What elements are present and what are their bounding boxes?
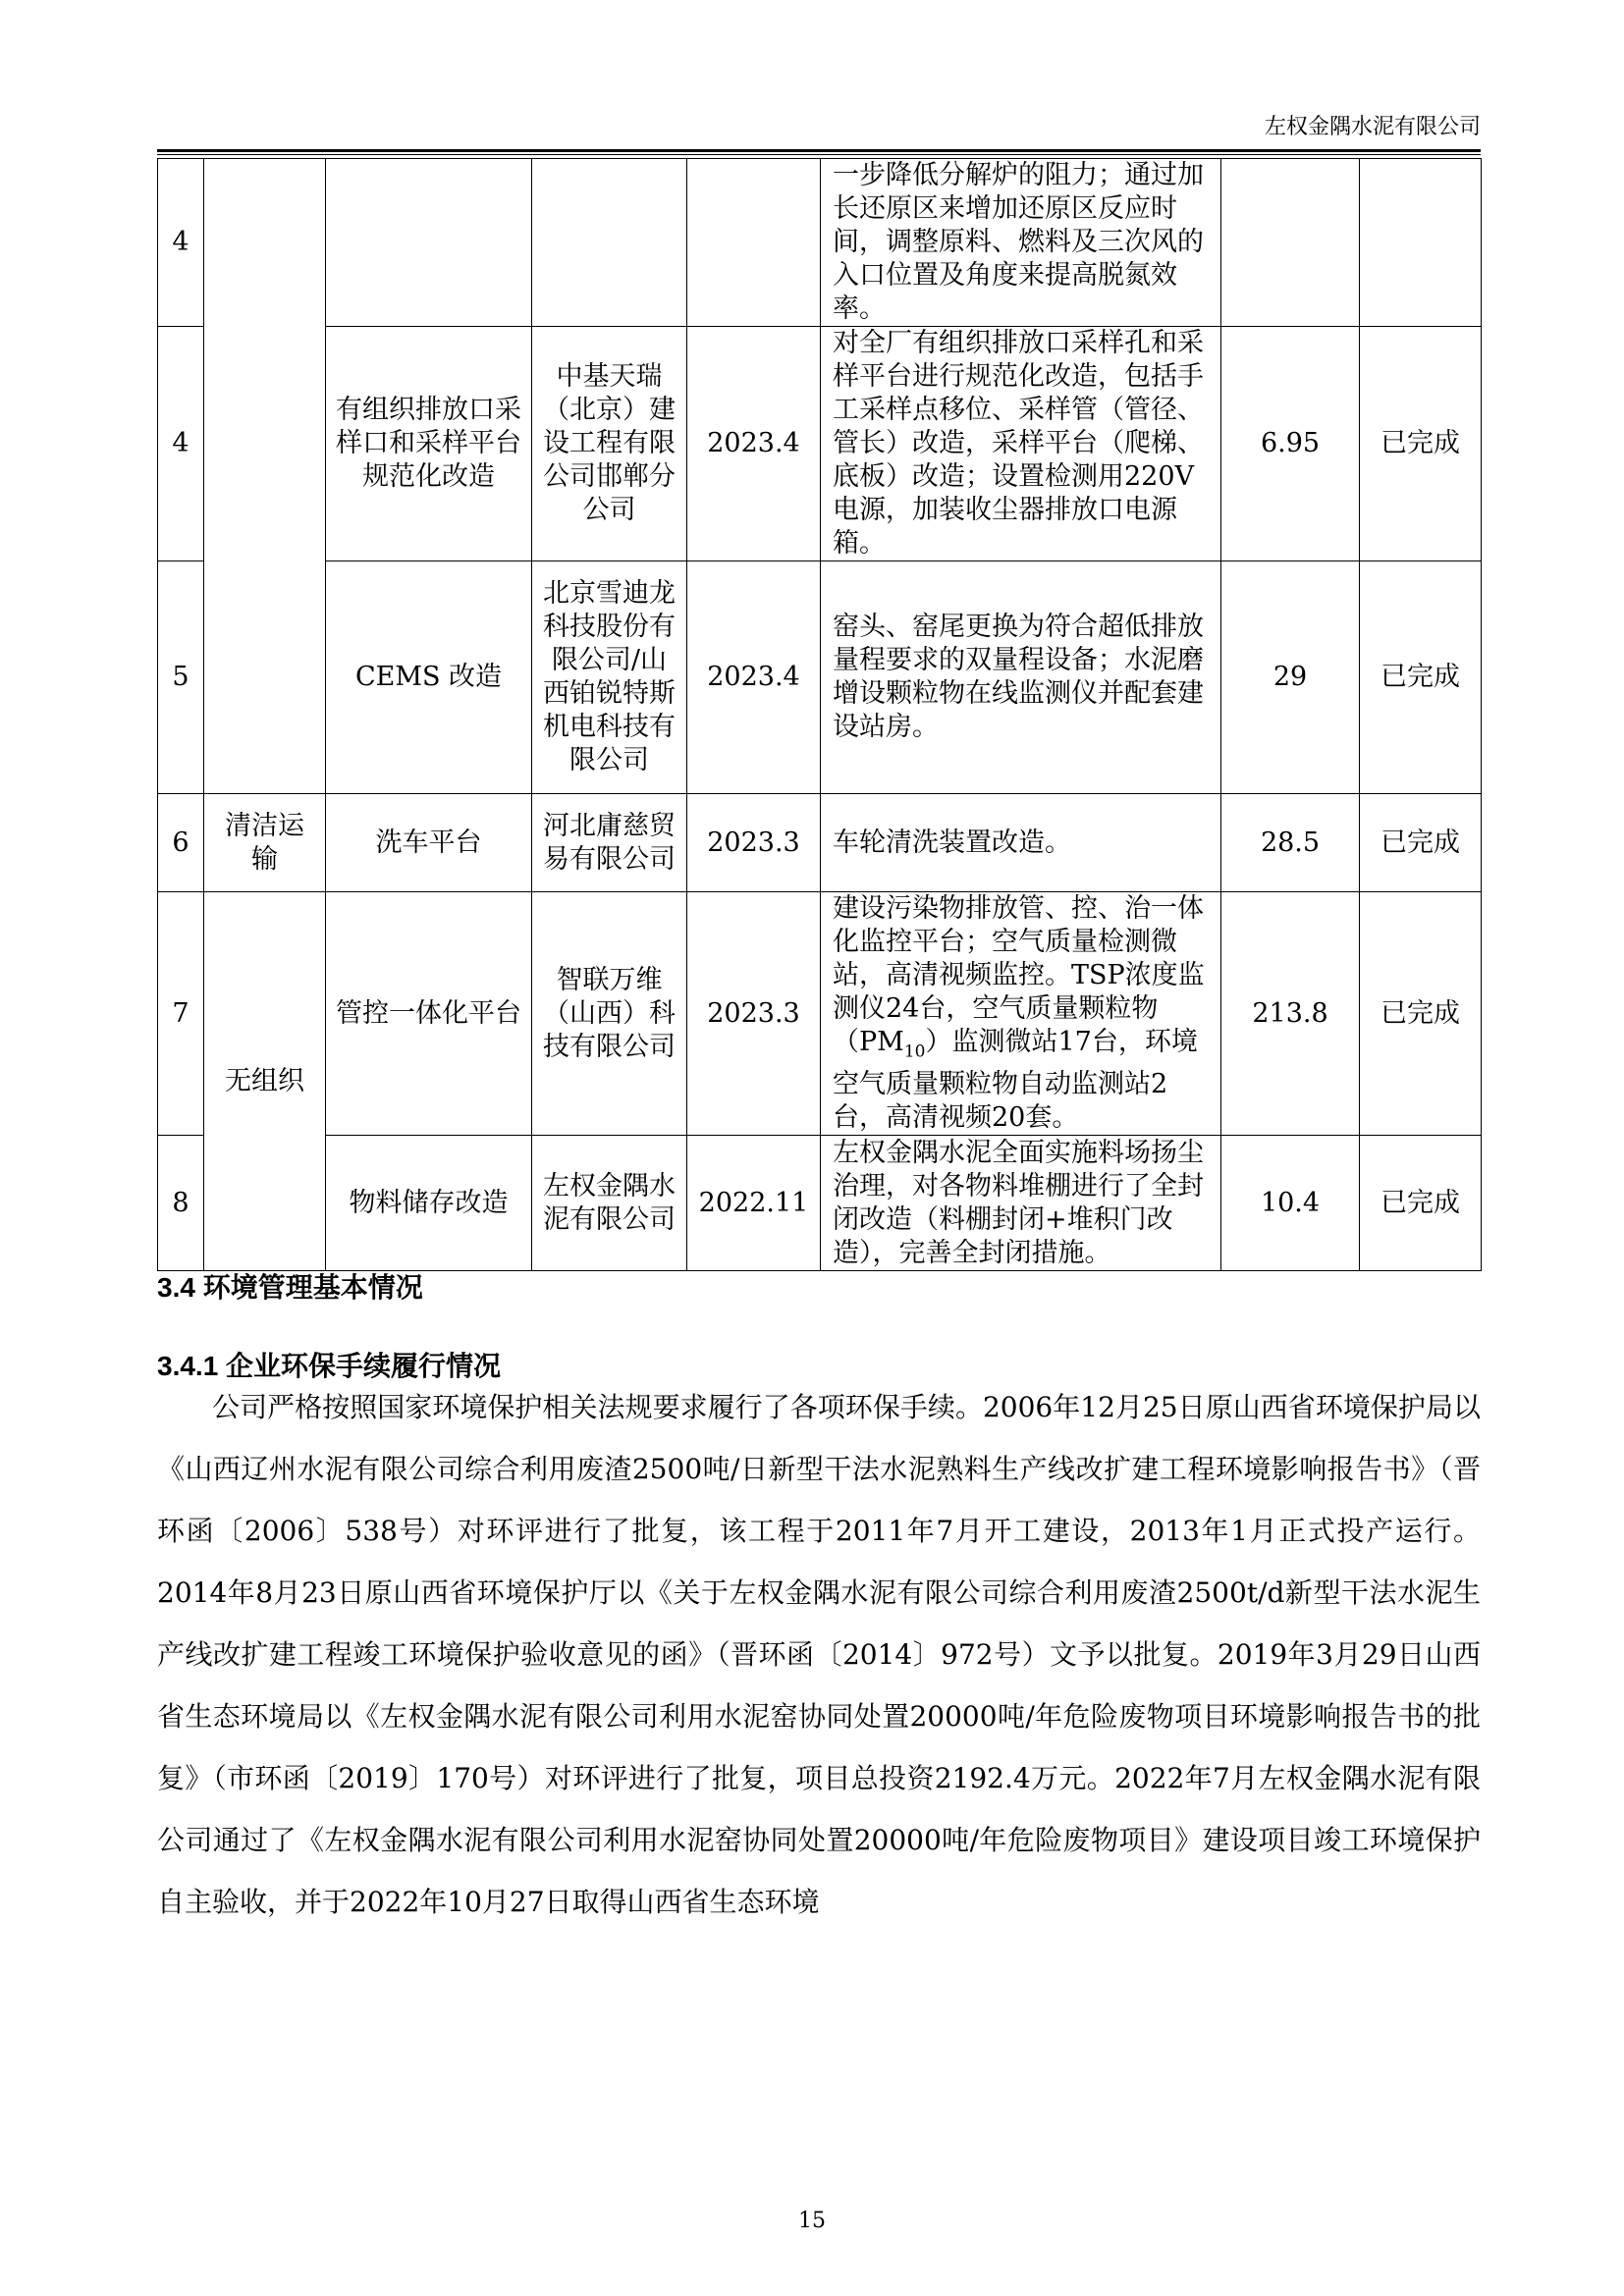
category-cell: 无组织 <box>204 892 326 1271</box>
description-part: 建设污染物排放管、控、治一体化监控平台；空气质量检测微站，高清视频监控。TSP浓度监测仪24台，空气质量颗粒物（PM <box>833 893 1205 1057</box>
table-row <box>158 561 1482 794</box>
construction-unit: 北京雪迪龙科技股份有限公司/山西铂锐特斯机电科技有限公司 <box>532 561 687 794</box>
construction-unit: 河北庸慈贸易有限公司 <box>532 794 687 892</box>
investment <box>1221 159 1360 327</box>
header-rule-thin <box>157 154 1481 155</box>
page-header-company: 左权金隅水泥有限公司 <box>1264 115 1481 139</box>
investment: 213.8 <box>1221 892 1360 1136</box>
construction-unit: 左权金隅水泥有限公司 <box>532 1136 687 1271</box>
project-description <box>821 892 1221 1136</box>
project-name <box>326 159 532 327</box>
construction-unit <box>532 159 687 327</box>
investment: 6.95 <box>1221 327 1360 561</box>
row-number: 6 <box>158 794 204 892</box>
paragraph-text: 公司严格按照国家环境保护相关法规要求履行了各项环保手续。2006年12月25日原山西省环境保护局以《山西辽州水泥有限公司综合利用废渣2500吨/日新型干法水泥熟料生产线改扩建工程环境影响报告书》（晋环函〔2006〕538号）对环评进行了批复，该工程于2011年7月开工建设，2013年1月正式投产运行。2014年8月23日原山西省环境保护厅以《关于左权金隅水泥有限公司综合利用废渣2500t/d新型干法水泥生产线改扩建工程竣工环境保护验收意见的函》（晋环函〔2014〕972号）文予以批复。2019年3月29日山西省生态环境局以《左权金隅水泥有限公司利用水泥窑协同处置20000吨/年危险废物项目环境影响报告书的批复》（市环函〔2019〕170号）对环评进行了批复，项目总投资2192.4万元。2022年7月左权金隅水泥有限公司通过了《左权金隅水泥有限公司利用水泥窑协同处置20000吨/年危险废物项目》建设项目竣工环境保护自主验收，并于2022年10月27日取得山西省生态环境 <box>157 1391 1481 1918</box>
project-description: 左权金隅水泥全面实施料场扬尘治理，对各物料堆棚进行了全封闭改造（料棚封闭+堆积门改造），完善全封闭措施。 <box>821 1136 1221 1271</box>
project-table <box>157 158 1482 1271</box>
project-name: 管控一体化平台 <box>326 892 532 1136</box>
status: 已完成 <box>1360 327 1482 561</box>
status: 已完成 <box>1360 1136 1482 1271</box>
project-name: CEMS 改造 <box>326 561 532 794</box>
project-description: 车轮清洗装置改造。 <box>821 794 1221 892</box>
row-number: 8 <box>158 1136 204 1271</box>
row-number: 4 <box>158 159 204 327</box>
project-description: 对全厂有组织排放口采样孔和采样平台进行规范化改造，包括手工采样点移位、采样管（管径、管长）改造，采样平台（爬梯、底板）改造；设置检测用220V电源，加装收尘器排放口电源箱。 <box>821 327 1221 561</box>
status: 已完成 <box>1360 561 1482 794</box>
row-number: 7 <box>158 892 204 1136</box>
row-number: 4 <box>158 327 204 561</box>
header-rule <box>157 149 1481 152</box>
project-description: 窑头、窑尾更换为符合超低排放量程要求的双量程设备；水泥磨增设颗粒物在线监测仪并配套建设站房。 <box>821 561 1221 794</box>
status: 已完成 <box>1360 892 1482 1136</box>
body-paragraph <box>157 1376 1481 1933</box>
row-number: 5 <box>158 561 204 794</box>
description-part: ）监测微站17台，环境空气质量颗粒物自动监测站2台，高清视频20套。 <box>833 1027 1198 1134</box>
page-number: 15 <box>798 2209 826 2233</box>
investment: 28.5 <box>1221 794 1360 892</box>
completion-date: 2022.11 <box>687 1136 821 1271</box>
project-name: 洗车平台 <box>326 794 532 892</box>
construction-unit: 智联万维（山西）科技有限公司 <box>532 892 687 1136</box>
project-name: 有组织排放口采样口和采样平台规范化改造 <box>326 327 532 561</box>
status: 已完成 <box>1360 794 1482 892</box>
completion-date <box>687 159 821 327</box>
investment: 29 <box>1221 561 1360 794</box>
status <box>1360 159 1482 327</box>
category-cell: 清洁运输 <box>204 794 326 892</box>
project-description: 一步降低分解炉的阻力；通过加长还原区来增加还原区反应时间，调整原料、燃料及三次风的入口位置及角度来提高脱氮效率。 <box>821 159 1221 327</box>
completion-date: 2023.4 <box>687 561 821 794</box>
table-row <box>158 794 1482 892</box>
table-row <box>158 159 1482 327</box>
project-name: 物料储存改造 <box>326 1136 532 1271</box>
table-row <box>158 327 1482 561</box>
table-row <box>158 1136 1482 1271</box>
investment: 10.4 <box>1221 1136 1360 1271</box>
completion-date: 2023.3 <box>687 892 821 1136</box>
category-cell <box>204 159 326 794</box>
construction-unit: 中基天瑞（北京）建设工程有限公司邯郸分公司 <box>532 327 687 561</box>
section-heading-3-4-1: 3.4.1 企业环保手续履行情况 <box>157 1351 502 1381</box>
completion-date: 2023.4 <box>687 327 821 561</box>
section-heading-3-4: 3.4 环境管理基本情况 <box>157 1272 423 1303</box>
completion-date: 2023.3 <box>687 794 821 892</box>
subscript: 10 <box>903 1041 926 1062</box>
table-row <box>158 892 1482 1136</box>
